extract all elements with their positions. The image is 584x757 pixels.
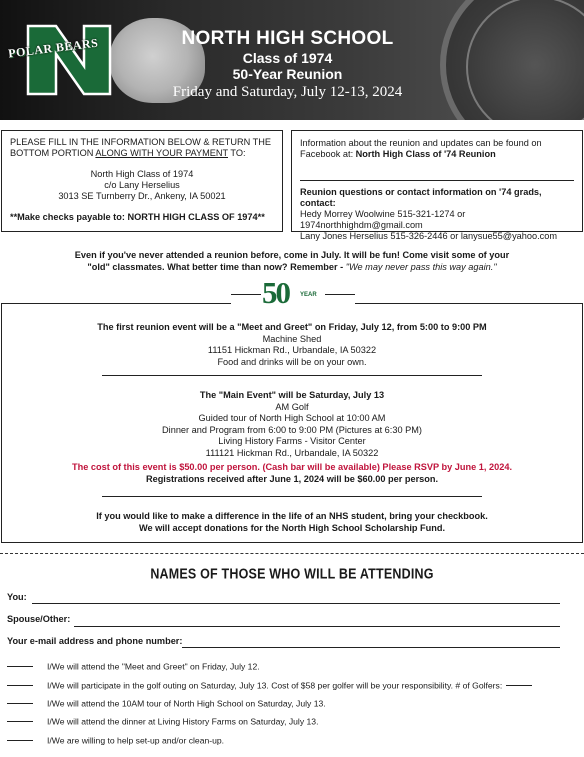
mailing-instructions-box <box>1 130 283 232</box>
main-event-address: 111121 Hickman Rd., Urbandale, IA 50322 <box>205 447 379 458</box>
meet-greet-food: Food and drinks will be on your own. <box>217 356 367 367</box>
option-blank[interactable] <box>7 666 33 667</box>
mailing-instruction: PLEASE FILL IN THE INFORMATION BELOW & RETURN THE BOTTOM PORTION ALONG WITH YOUR PAYMENT TO: <box>10 137 272 158</box>
contact-label: Your e-mail address and phone number: <box>7 636 183 646</box>
cost-line: The cost of this event is $50.00 per person. (Cash bar will be available) Please RSVP by June 1, 2024. <box>72 462 512 472</box>
contact-info-box <box>291 130 583 241</box>
header-banner <box>0 0 584 120</box>
late-fee-line: Registrations received after June 1, 2024 will be $60.00 per person. <box>145 473 439 484</box>
reunion-dates: Friday and Saturday, July 12-13, 2024 <box>172 84 403 100</box>
option-blank[interactable] <box>7 685 33 686</box>
option-tour[interactable]: I/We will attend the 10AM tour of North High School on Saturday, July 13. <box>7 698 326 710</box>
main-event-tour: Guided tour of North High School at 10:00 AM <box>198 413 386 423</box>
meet-greet-venue: Machine Shed <box>262 333 322 344</box>
mailing-address: 3013 SE Turnberry Dr., Ankeny, IA 50021 <box>58 191 226 201</box>
you-field[interactable] <box>32 603 560 604</box>
option-dinner[interactable]: I/We will attend the dinner at Living History Farms on Saturday, July 13. <box>7 716 318 728</box>
you-label: You: <box>7 592 27 602</box>
school-name: NORTH HIGH SCHOOL <box>181 28 394 49</box>
option-volunteer[interactable]: I/We are willing to help set-up and/or clean-up. <box>7 735 224 747</box>
meet-greet-address: 11151 Hickman Rd., Urbandale, IA 50322 <box>207 345 377 355</box>
contact-hedy: Hedy Morrey Woolwine 515-321-1274 or 1974northhighdm@gmail.com <box>300 209 466 230</box>
class-line: Class of 1974 <box>242 50 333 66</box>
cut-line <box>0 553 584 554</box>
main-event-golf: AM Golf <box>275 401 309 412</box>
contact-lany: Lany Jones Herselius 515-326-2446 or lanysue55@yahoo.com <box>300 231 558 241</box>
invitation-text: Even if you've never attended a reunion before, come in July. It will be fun! Come visit some of your "old" classmates. What better time than now? Remember - "We may never pass this way again." <box>74 250 510 272</box>
main-event-section <box>20 390 564 459</box>
main-event-venue: Living History Farms - Visitor Center <box>218 436 366 446</box>
fifty-year-badge: 50 YEAR <box>262 275 317 310</box>
spouse-field[interactable] <box>74 626 560 627</box>
golfers-count-field[interactable] <box>506 685 532 686</box>
mailing-care-of: c/o Lany Herselius <box>104 180 180 190</box>
contact-field[interactable] <box>182 647 560 648</box>
contact-heading: Reunion questions or contact information on '74 grads, contact: <box>300 187 542 208</box>
option-blank[interactable] <box>7 721 33 722</box>
donation-line-1: If you would like to make a difference in the life of an NHS student, bring your checkbook. <box>96 511 488 521</box>
polar-bears-logo <box>18 24 122 96</box>
option-blank[interactable] <box>7 740 33 741</box>
donation-line-2: We will accept donations for the North High School Scholarship Fund. <box>138 522 446 533</box>
title-block <box>150 27 425 102</box>
option-blank[interactable] <box>7 703 33 704</box>
reunion-title: 50-Year Reunion <box>232 66 343 82</box>
option-golf[interactable]: I/We will participate in the golf outing on Saturday, July 13. Cost of $58 per golfer will be your responsibility. # of Golfers: <box>7 680 532 692</box>
checks-payable-note: **Make checks payable to: NORTH HIGH CLASS OF 1974** <box>10 212 265 222</box>
meet-greet-headline: The first reunion event will be a "Meet and Greet" on Friday, July 12, from 5:00 to 9:00 PM <box>97 322 487 332</box>
spouse-label: Spouse/Other: <box>7 614 71 624</box>
mailing-addressee: North High Class of 1974 <box>90 169 194 179</box>
main-event-headline: The "Main Event" will be Saturday, July 13 <box>199 390 385 400</box>
attendees-title: NAMES OF THOSE WHO WILL BE ATTENDING <box>150 565 434 583</box>
main-event-dinner: Dinner and Program from 6:00 to 9:00 PM (Pictures at 6:30 PM) <box>162 424 422 435</box>
facebook-info: Information about the reunion and updates can be found on Facebook at: North High Class of '74 Reunion <box>300 138 542 159</box>
school-seal <box>440 0 584 120</box>
cost-section <box>20 462 564 485</box>
option-meet-greet[interactable]: I/We will attend the "Meet and Greet" on Friday, July 12. <box>7 661 260 673</box>
logo-text: POLAR BEARS <box>7 35 99 61</box>
donation-section <box>20 511 564 534</box>
meet-greet-section <box>20 322 564 368</box>
quote: "We may never pass this way again." <box>345 262 497 272</box>
